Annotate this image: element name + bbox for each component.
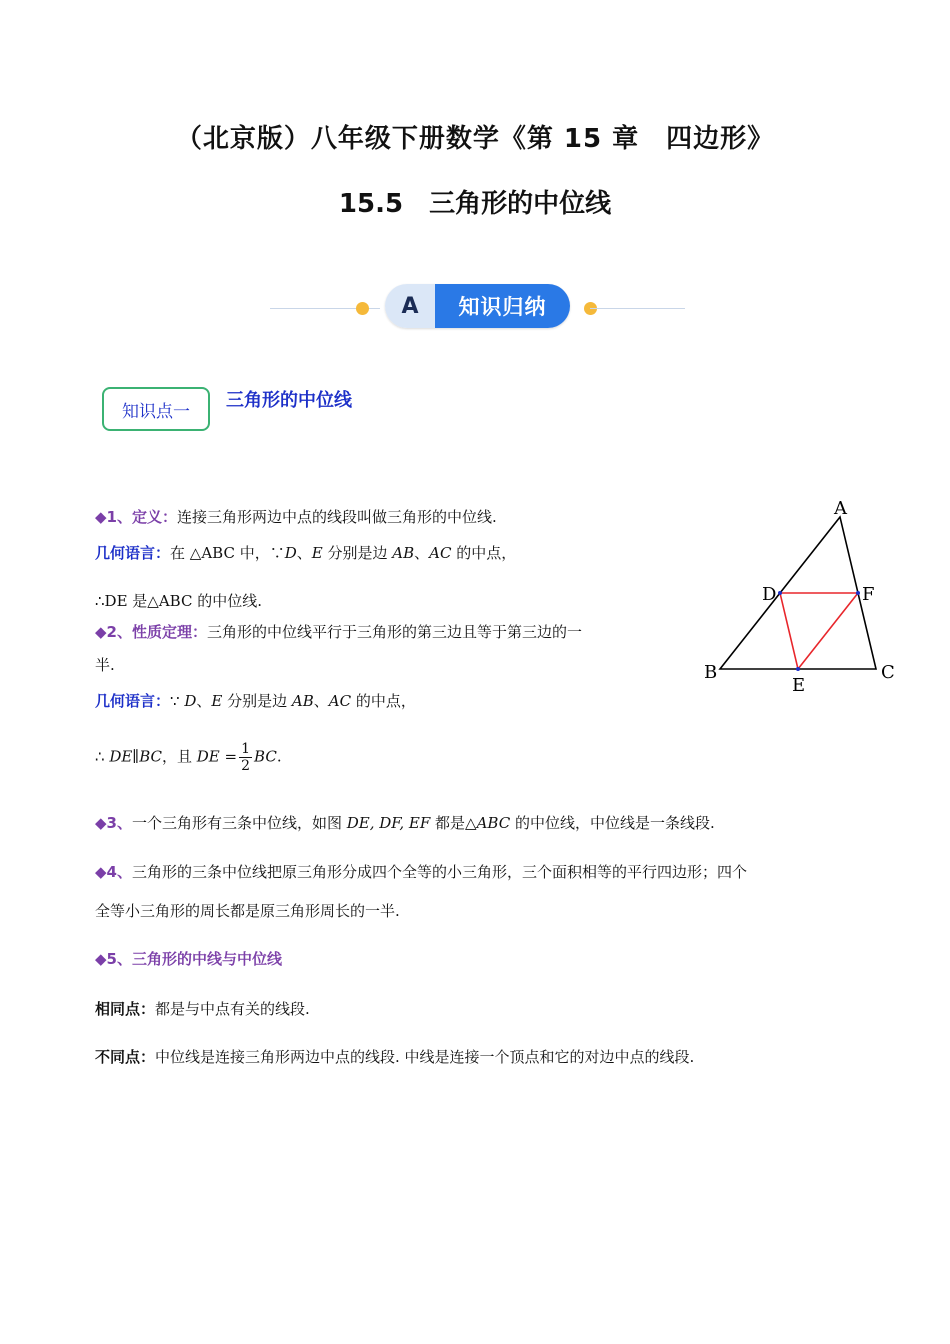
definition-conclusion: ∴DE 是△ABC 的中位线. [95,592,262,610]
theorem-conclusion [95,741,282,774]
definition-line [95,506,497,528]
label-d: D [762,584,777,605]
conc-and: ，且 [162,747,197,766]
point-e [796,667,800,671]
conc-prefix: ∴ [95,747,110,766]
section-banner [385,284,570,328]
difference-text: 中位线是连接三角形两边中点的线段. 中线是连接一个顶点和它的对边中点的线段. [155,1048,695,1066]
similarity-label: 相同点： [95,1000,156,1018]
point-5-heading [95,948,282,970]
point-3-text-c: 的中位线，中位线是一条线段. [510,814,715,832]
point-3-text-a: 一个三角形有三条中位线，如图 [131,814,347,832]
knowledge-point-title: 三角形的中位线 [226,390,352,411]
point-d [778,591,782,595]
banner-label: 知识归纳 [435,284,570,328]
geo-2-prefix: ∵ [170,692,185,710]
label-b: B [704,662,718,683]
geo-2-e: E [211,692,223,710]
geometry-language-1 [95,542,516,564]
label-a: A [834,498,847,519]
geo-label-2: 几何语言： [95,692,171,710]
geo-2-end: 的中点， [351,692,416,710]
label-f: F [862,584,875,605]
geo-1-sep-b: 、 [414,544,430,562]
conc-parallel: DE∥BC [109,747,162,766]
point-3-abc: ABC [476,814,511,832]
point-3-text-b: 都是△ [430,814,477,832]
geo-1-end: 的中点， [451,544,517,562]
label-e: E [792,675,806,696]
point-f [856,591,860,595]
definition-text: 连接三角形两边中点的线段叫做三角形的中位线. [176,508,497,526]
geo-2-ab: AB [291,692,314,710]
fraction-one-half [239,741,252,774]
difference-line [95,1046,694,1068]
point-4-marker: ◆4、 [95,863,132,881]
geo-2-ac: AC [328,692,352,710]
midline-de [780,593,798,669]
point-3-lines: DE, DF, EF [346,814,431,832]
conc-eq: = [219,747,238,766]
geo-1-mid: 分别是边 [322,544,393,562]
difference-label: 不同点： [95,1048,156,1066]
geo-1-sep-a: 、 [296,544,312,562]
geo-2-sep-b: 、 [313,692,329,710]
geo-2-sep-a: 、 [196,692,212,710]
point-4-text: 三角形的三条中位线把原三角形分成四个全等的小三角形，三个面积相等的平行四边形；四个 [131,863,747,881]
conc-end: . [276,747,282,766]
page-title: （北京版）八年级下册数学《第 15 章 四边形》 [175,124,775,154]
triangle-midline-figure [700,492,900,702]
point-4-line [95,861,747,883]
geo-1-ac: AC [429,544,452,562]
label-c: C [881,662,895,683]
geo-1-d: D [284,544,297,562]
knowledge-point-badge: 知识点一 [102,387,210,431]
geo-1-ab: AB [392,544,415,562]
theorem-text-cont: 半. [95,656,115,674]
fraction-numerator: 1 [241,741,251,757]
geo-label-1: 几何语言： [95,544,171,562]
similarity-line [95,998,310,1020]
geo-2-d: D [184,692,197,710]
theorem-marker: ◆2、性质定理： [95,623,207,641]
point-5-marker: ◆5、三角形的中线与中位线 [95,950,282,968]
conc-de: DE [196,747,220,766]
point-3-marker: ◆3、 [95,814,132,832]
geometry-language-2 [95,690,416,712]
midline-ef [798,593,858,669]
conc-bc: BC [254,747,277,766]
theorem-text: 三角形的中位线平行于三角形的第三边且等于第三边的一 [206,623,582,641]
definition-marker: ◆1、定义： [95,508,177,526]
section-title: 15.5 三角形的中位线 [338,189,612,219]
theorem-line [95,621,582,643]
geo-1-e: E [311,544,323,562]
geo-1-prefix: 在 △ABC 中，∵ [170,544,285,562]
fraction-denominator: 2 [241,758,251,774]
banner-line-right [590,308,685,309]
point-3-line [95,812,715,834]
geo-2-mid: 分别是边 [222,692,292,710]
similarity-text: 都是与中点有关的线段. [155,1000,310,1018]
point-4-text-cont: 全等小三角形的周长都是原三角形周长的一半. [95,902,400,920]
banner-letter: A [385,284,435,328]
banner-dot-left [356,302,369,315]
